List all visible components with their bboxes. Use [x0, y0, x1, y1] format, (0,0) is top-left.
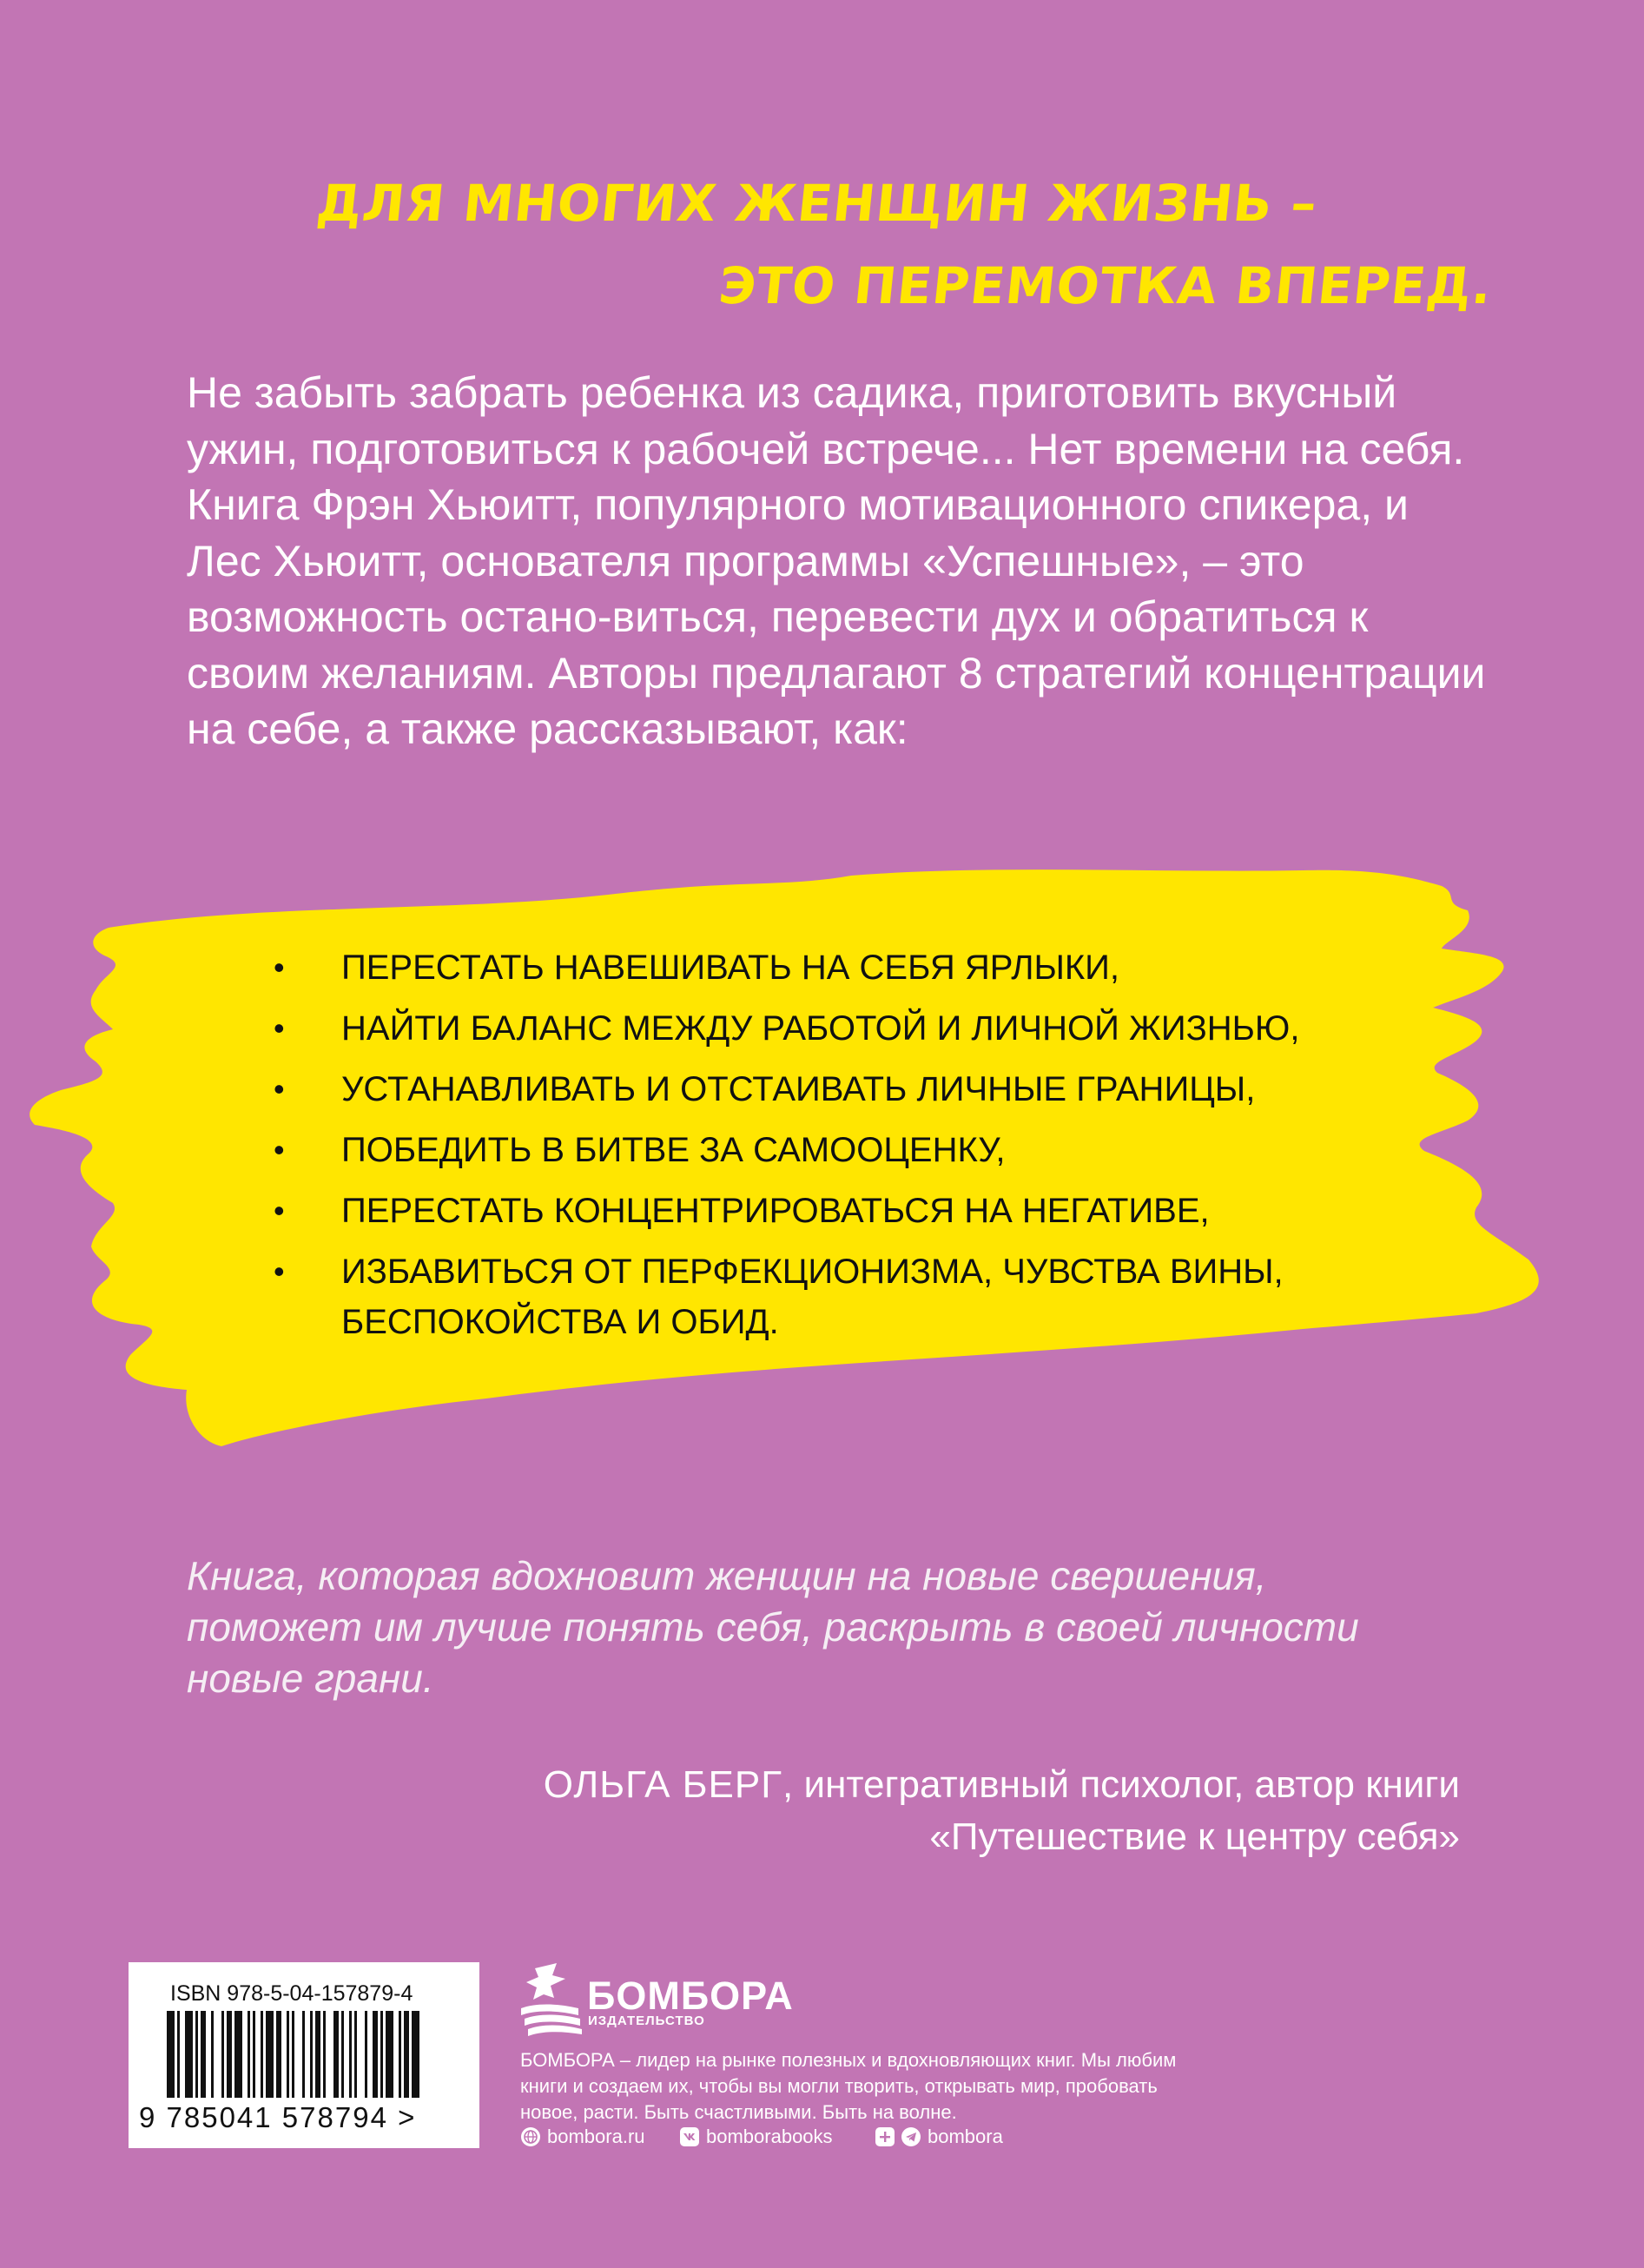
reviewer-name: ОЛЬГА БЕРГ [543, 1763, 783, 1806]
social-link-vk[interactable] [680, 2124, 833, 2150]
ean-digits: 9 785041 578794 > [139, 2101, 417, 2133]
list-item-text: НАЙТИ БАЛАНС МЕЖДУ РАБОТОЙ И ЛИЧНОЙ ЖИЗНЬЮ, [341, 1009, 1300, 1048]
bullet-icon: • [274, 1071, 285, 1107]
publisher-subtitle: ИЗДАТЕЛЬСТВО [588, 2013, 705, 2028]
globe-icon [521, 2127, 540, 2146]
bullet-icon: • [274, 1253, 285, 1289]
list-item-text: ИЗБАВИТЬСЯ ОТ ПЕРФЕКЦИОНИЗМА, ЧУВСТВА ВИНЫ, БЕСПОКОЙСТВА И ОБИД. [341, 1253, 1284, 1341]
barcode-box [129, 1962, 479, 2148]
vk-icon [680, 2127, 699, 2146]
bullet-icon: • [274, 1010, 285, 1046]
isbn-text: ISBN 978-5-04-157879-4 [170, 1981, 413, 2006]
plus-icon [875, 2127, 895, 2146]
attribution-line-1 [544, 1759, 1460, 1811]
bullet-icon: • [274, 949, 285, 985]
list-item [274, 1125, 1403, 1175]
list-item-text: ПОБЕДИТЬ В БИТВЕ ЗА САМООЦЕНКУ, [341, 1131, 1006, 1169]
headline-line-2: ЭТО ПЕРЕМОТКА ВПЕРЕД. [716, 256, 1495, 315]
list-item-text: ПЕРЕСТАТЬ НАВЕШИВАТЬ НА СЕБЯ ЯРЛЫКИ, [341, 949, 1120, 987]
reviewer-book: «Путешествие к центру себя» [929, 1815, 1460, 1858]
list-item-text: ПЕРЕСТАТЬ КОНЦЕНТРИРОВАТЬСЯ НА НЕГАТИВЕ, [341, 1192, 1210, 1230]
list-item-text: УСТАНАВЛИВАТЬ И ОТСТАИВАТЬ ЛИЧНЫЕ ГРАНИЦЫ, [341, 1070, 1256, 1108]
bombora-logo-icon [518, 1960, 587, 2038]
social-vk-label: bomborabooks [706, 2126, 833, 2147]
intro-paragraph: Не забыть забрать ребенка из садика, приготовить вкусный ужин, подготовиться к рабочей встрече... Нет времени на себя. Книга Фрэн Хьюитт, популярного мотивационного спикера, и Лес Хьюитт, основателя программы «Успешные», – это возможность остано-виться, перевести дух и обратиться к своим желаниям. Авторы предлагают 8 стратегий концентрации на себе, а также рассказывают, как: [187, 368, 1486, 753]
social-telegram-label: bombora [928, 2126, 1003, 2147]
bullet-icon: • [274, 1132, 285, 1167]
publisher-description: БОМБОРА – лидер на рынке полезных и вдохновляющих книг. Мы любим книги и создаем их, чтобы вы могли творить, открывать мир, пробовать новое, расти. Быть счастливыми. Быть на волне. [520, 2049, 1177, 2123]
list-item [274, 942, 1403, 993]
bullet-icon: • [274, 1193, 285, 1228]
publisher-name: БОМБОРА [587, 1974, 794, 2018]
quote-attribution [544, 1759, 1460, 1863]
list-item [274, 1064, 1403, 1114]
reviewer-role: , интегративный психолог, автор книги [782, 1763, 1460, 1806]
strategies-list [274, 942, 1403, 1358]
list-item [274, 1186, 1403, 1236]
telegram-icon [901, 2127, 921, 2146]
social-site-label: bombora.ru [547, 2126, 645, 2147]
social-link-telegram[interactable] [875, 2124, 1003, 2150]
social-link-site[interactable] [521, 2124, 645, 2150]
list-item [274, 1246, 1403, 1347]
review-quote: Книга, которая вдохновит женщин на новые свершения, поможет им лучше понять себя, раскрыть в своей личности новые грани. [187, 1553, 1359, 1701]
headline-line-1: ДЛЯ МНОГИХ ЖЕНЩИН ЖИЗНЬ – [314, 174, 1321, 233]
list-item [274, 1003, 1403, 1054]
